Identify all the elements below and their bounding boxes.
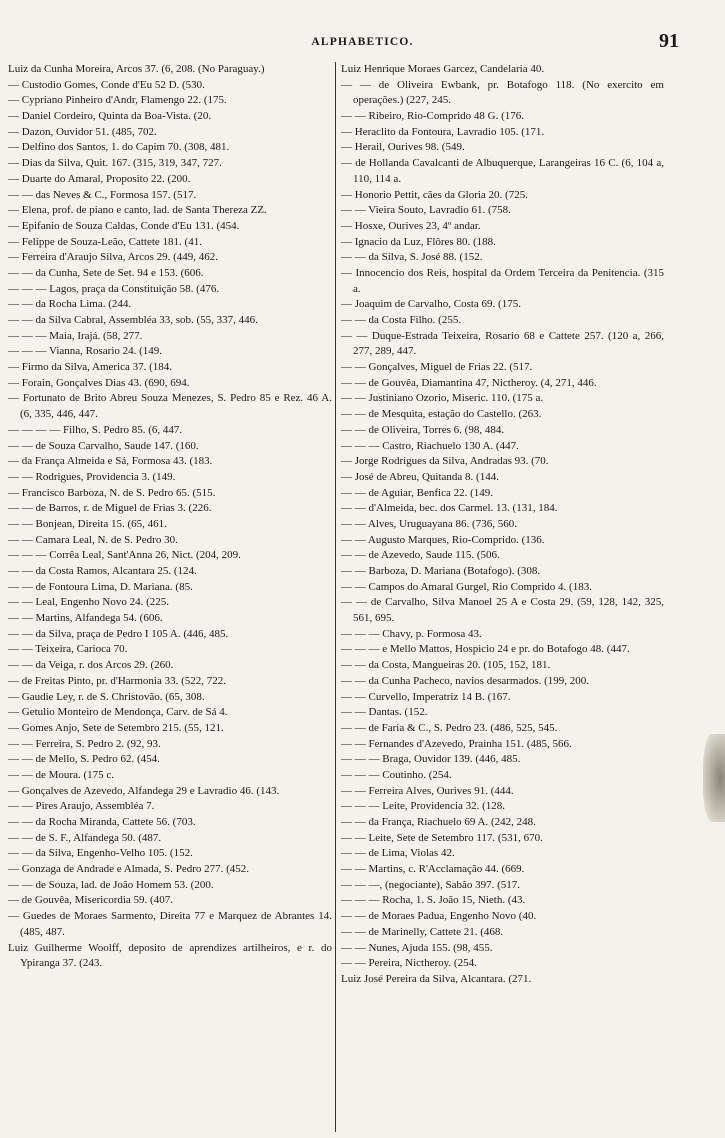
- directory-entry: — Francisco Barboza, N. de S. Pedro 65. (515.: [8, 486, 216, 499]
- right-column: [335, 62, 664, 1132]
- directory-entry: — Daniel Cordeiro, Quinta da Boa-Vista. (20.: [8, 110, 212, 123]
- directory-entry: — Dazon, Ouvidor 51. (485, 702.: [8, 125, 157, 138]
- directory-entry: — Duarte do Amaral, Proposito 22. (200.: [8, 172, 191, 185]
- directory-entry: — — da França, Riachuelo 69 A. (242, 248.: [341, 816, 536, 828]
- directory-entry: — Getulio Monteiro de Mendonça, Carv. de Sá 4.: [8, 706, 228, 719]
- directory-entry: Luiz Guilherme Woolff, deposito de aprendizes artilheiros, e r. do Ypiranga 37. (243.: [8, 941, 332, 970]
- left-column: [6, 62, 335, 1132]
- directory-entry: — — de Marinelly, Cattete 21. (468.: [341, 925, 504, 938]
- directory-entry: — — Dantas. (152.: [341, 706, 428, 719]
- directory-entry: — — Ferreira, S. Pedro 2. (92, 93.: [8, 737, 161, 750]
- directory-entry: — — Leite, Sete de Setembro 117. (531, 670.: [341, 831, 543, 844]
- directory-entry: — — de Fontoura Lima, D. Mariana. (85.: [8, 580, 193, 593]
- directory-entry: — Gonzaga de Andrade e Almada, S. Pedro 277. (452.: [8, 863, 250, 876]
- directory-entry: — — Ribeiro, Rio-Comprido 48 G. (176.: [341, 110, 525, 123]
- directory-entry: — Gonçalves de Azevedo, Alfandega 29 e Lavradio 46. (143.: [8, 784, 280, 797]
- directory-entry: — — de Oliveira, Torres 6. (98, 484.: [341, 423, 505, 436]
- directory-entry: — — Curvello, Imperatriz 14 B. (167.: [341, 690, 511, 703]
- directory-entry: — — Vieira Souto, Lavradio 61. (758.: [341, 204, 511, 217]
- directory-entry: — de Freitas Pinto, pr. d'Harmonia 33. (522, 722.: [8, 674, 226, 687]
- directory-entry: — Epifanio de Souza Caldas, Conde d'Eu 131. (454.: [8, 219, 240, 232]
- page-header: [0, 30, 725, 54]
- directory-entry: — — Ferreira Alves, Ourives 91. (444.: [341, 784, 514, 797]
- directory-entry: — — de Faria & C., S. Pedro 23. (486, 525, 545.: [341, 721, 558, 734]
- directory-entry: — — da Costa Ramos, Alcantara 25. (124.: [8, 565, 197, 577]
- directory-entry: — — Augusto Marques, Rio-Comprido. (136.: [341, 533, 545, 546]
- directory-entry: — — Campos do Amaral Gurgel, Rio Comprido 4. (183.: [341, 580, 592, 593]
- directory-entry: — — de Aguiar, Benfica 22. (149.: [341, 486, 493, 499]
- page-number: 91: [659, 30, 679, 52]
- directory-entry: — — de S. F., Alfandega 50. (487.: [8, 831, 162, 844]
- directory-entry: — — de Souza Carvalho, Saude 147. (160.: [8, 439, 199, 452]
- directory-entry: — — das Neves & C., Formosa 157. (517.: [8, 188, 197, 201]
- directory-entry: — Forain, Gonçalves Dias 43. (690, 694.: [8, 376, 190, 389]
- directory-entry: — Firmo da Silva, America 37. (184.: [8, 361, 173, 374]
- directory-entry: — — de Moura. (175 c.: [8, 768, 115, 781]
- directory-entry: — — Duque-Estrada Teixeira, Rosario 68 e Cattete 257. (120 a, 266, 277, 289, 447.: [341, 329, 664, 358]
- directory-entry: — de Hollanda Cavalcanti de Albuquerque, Larangeiras 16 C. (6, 104 a, 110, 114 a.: [341, 157, 664, 185]
- directory-entry: — — — Coutinho. (254.: [341, 768, 452, 781]
- directory-entry: — — da Silva, Engenho-Velho 105. (152.: [8, 847, 193, 860]
- directory-entry: — — Pires Araujo, Assembléa 7.: [8, 800, 155, 813]
- directory-entry: — — de Oliveira Ewbank, pr. Botafogo 118. (No exercito em operações.) (227, 245.: [341, 78, 664, 107]
- directory-entry: — — da Rocha Lima. (244.: [8, 298, 132, 311]
- directory-entry: — — Alves, Uruguayana 86. (736, 560.: [341, 517, 517, 530]
- directory-entry: — Cypriano Pinheiro d'Andr, Flamengo 22. (175.: [8, 94, 227, 107]
- directory-entry: — — — Rocha, 1. S. João 15, Nieth. (43.: [341, 894, 526, 907]
- directory-entry: Luiz Henrique Moraes Garcez, Candelaria 40.: [341, 63, 545, 75]
- directory-entry: — — — — Filho, S. Pedro 85. (6, 447.: [8, 423, 183, 436]
- directory-entry: — — — Maia, Irajá. (58, 277.: [8, 329, 143, 342]
- directory-entry: — — —, (negociante), Sabão 397. (517.: [341, 878, 521, 891]
- directory-entry: — — da Costa Filho. (255.: [341, 314, 462, 326]
- directory-entry: — Hosxe, Ourives 23, 4º andar.: [341, 219, 481, 232]
- page-title: ALPHABETICO.: [311, 36, 414, 48]
- directory-entry: — — Martins, c. R'Acclamação 44. (669.: [341, 863, 525, 876]
- directory-entry: — — Barboza, D. Mariana (Botafogo). (308.: [341, 565, 541, 577]
- directory-entry: — — Fernandes d'Azevedo, Prainha 151. (485, 566.: [341, 737, 572, 750]
- directory-entry: — — de Mello, S. Pedro 62. (454.: [8, 753, 160, 766]
- directory-entry: — — — Castro, Riachuelo 130 A. (447.: [341, 439, 519, 452]
- directory-entry: — Guedes de Moraes Sarmento, Direita 77 e Marquez de Abrantes 14. (485, 487.: [8, 910, 332, 938]
- directory-entry: — — de Lima, Violas 42.: [341, 847, 455, 860]
- directory-entry: — — — Vianna, Rosario 24. (149.: [8, 345, 163, 358]
- directory-entry: — — — Corrêa Leal, Sant'Anna 26, Nict. (204, 209.: [8, 549, 241, 562]
- directory-entry: — Gomes Anjo, Sete de Setembro 215. (55, 121.: [8, 721, 224, 734]
- directory-entry: — Ferreira d'Araujo Silva, Arcos 29. (449, 462.: [8, 251, 219, 264]
- directory-entry: — — Bonjean, Direita 15. (65, 461.: [8, 517, 167, 530]
- directory-entry: — Elena, prof. de piano e canto, lad. de Santa Thereza ZZ.: [8, 204, 267, 217]
- directory-entry: — Felippe de Souza-Leão, Cattete 181. (41.: [8, 235, 202, 248]
- directory-entry: — — da Silva, S. José 88. (152.: [341, 251, 483, 264]
- directory-entry: — — de Barros, r. de Miguel de Frias 3. (226.: [8, 502, 212, 515]
- directory-entry: — Innocencio dos Reis, hospital da Ordem Terceira da Penitencia. (315 a.: [341, 266, 664, 295]
- directory-entry: — — de Azevedo, Saude 115. (506.: [341, 549, 500, 562]
- directory-entry: — — da Rocha Miranda, Cattete 56. (703.: [8, 816, 196, 828]
- directory-entry: — — da Silva, praça de Pedro I 105 A. (446, 485.: [8, 627, 229, 640]
- directory-entry: — Dias da Silva, Quit. 167. (315, 319, 347, 727.: [8, 157, 222, 170]
- directory-entry: — Jorge Rodrigues da Silva, Andradas 93. (70.: [341, 455, 549, 468]
- directory-entry: — — da Silva Cabral, Assembléa 33, sob. (55, 337, 446.: [8, 314, 258, 326]
- directory-entry: — — Leal, Engenho Novo 24. (225.: [8, 596, 169, 609]
- directory-entry: — — de Souza, lad. de João Homem 53. (200.: [8, 878, 214, 891]
- directory-entry: — — Pereira, Nictheroy. (254.: [341, 957, 477, 970]
- directory-entry: — — Camara Leal, N. de S. Pedro 30.: [8, 533, 178, 546]
- directory-entry: — — da Cunha, Sete de Set. 94 e 153. (606.: [8, 266, 204, 279]
- directory-entry: — — — Lagos, praça da Constituição 58. (476.: [8, 282, 220, 295]
- directory-entry: — Gaudie Ley, r. de S. Christovão. (65, 308.: [8, 690, 205, 703]
- directory-entry: — — Rodrigues, Providencia 3. (149.: [8, 470, 176, 483]
- directory-entry: — — de Carvalho, Silva Manoel 25 A e Costa 29. (59, 128, 142, 325, 561, 695.: [341, 596, 664, 625]
- directory-entry: — — — Leite, Providencia 32. (128.: [341, 800, 506, 813]
- directory-entry: — José de Abreu, Quitanda 8. (144.: [341, 470, 499, 483]
- directory-entry: — — da Costa, Mangueiras 20. (105, 152, 181.: [341, 659, 551, 672]
- directory-entry: — — da Veiga, r. dos Arcos 29. (260.: [8, 659, 174, 672]
- directory-entry: — — Teixeira, Carioca 70.: [8, 643, 128, 656]
- directory-entry: — Honorio Pettit, cães da Gloria 20. (725.: [341, 188, 528, 201]
- directory-entry: — — — e Mello Mattos, Hospicio 24 e pr. do Botafogo 48. (447.: [341, 643, 630, 656]
- directory-entry: — — — Braga, Ouvidor 139. (446, 485.: [341, 753, 521, 766]
- directory-entry: — — — Chavy, p. Formosa 43.: [341, 627, 482, 640]
- directory-entry: — — Nunes, Ajuda 155. (98, 455.: [341, 941, 493, 954]
- directory-entry: — — de Gouvêa, Diamantina 47, Nictheroy. (4, 271, 446.: [341, 376, 597, 389]
- directory-entry: — da França Almeida e Sá, Formosa 43. (183.: [8, 455, 213, 468]
- directory-entry: — Custodio Gomes, Conde d'Eu 52 D. (530.: [8, 78, 205, 91]
- directory-entry: — — de Moraes Padua, Engenho Novo (40.: [341, 910, 537, 923]
- page-edge-stain: [703, 734, 725, 822]
- directory-entry: — — Justiniano Ozorio, Miseric. 110. (175 a.: [341, 392, 544, 405]
- directory-entry: — Ignacio da Luz, Flôres 80. (188.: [341, 235, 496, 248]
- directory-entry: — Joaquim de Carvalho, Costa 69. (175.: [341, 298, 521, 311]
- directory-entry: — Heraclito da Fontoura, Lavradio 105. (171.: [341, 125, 545, 138]
- directory-entry: — — da Cunha Pacheco, navios desarmados. (199, 200.: [341, 674, 590, 687]
- directory-entry: Luiz José Pereira da Silva, Alcantara. (271.: [341, 972, 532, 985]
- directory-entry: — Delfino dos Santos, 1. do Capim 70. (308, 481.: [8, 141, 230, 154]
- directory-entry: — Fortunato de Brito Abreu Souza Menezes, S. Pedro 85 e Rez. 46 A. (6, 335, 446, 447.: [8, 392, 332, 421]
- directory-entry: — Herail, Ourives 98. (549.: [341, 141, 465, 154]
- directory-entry: — de Gouvêa, Misericordia 59. (407.: [8, 894, 173, 907]
- directory-entry: Luiz da Cunha Moreira, Arcos 37. (6, 208. (No Paraguay.): [8, 63, 265, 75]
- directory-entry: — — Gonçalves, Miguel de Frias 22. (517.: [341, 361, 533, 374]
- directory-entry: — — Martins, Alfandega 54. (606.: [8, 612, 163, 625]
- directory-entry: — — d'Almeida, bec. dos Carmel. 13. (131, 184.: [341, 502, 558, 515]
- directory-entry: — — de Mesquita, estação do Castello. (263.: [341, 408, 542, 421]
- entry-columns: [6, 62, 664, 1132]
